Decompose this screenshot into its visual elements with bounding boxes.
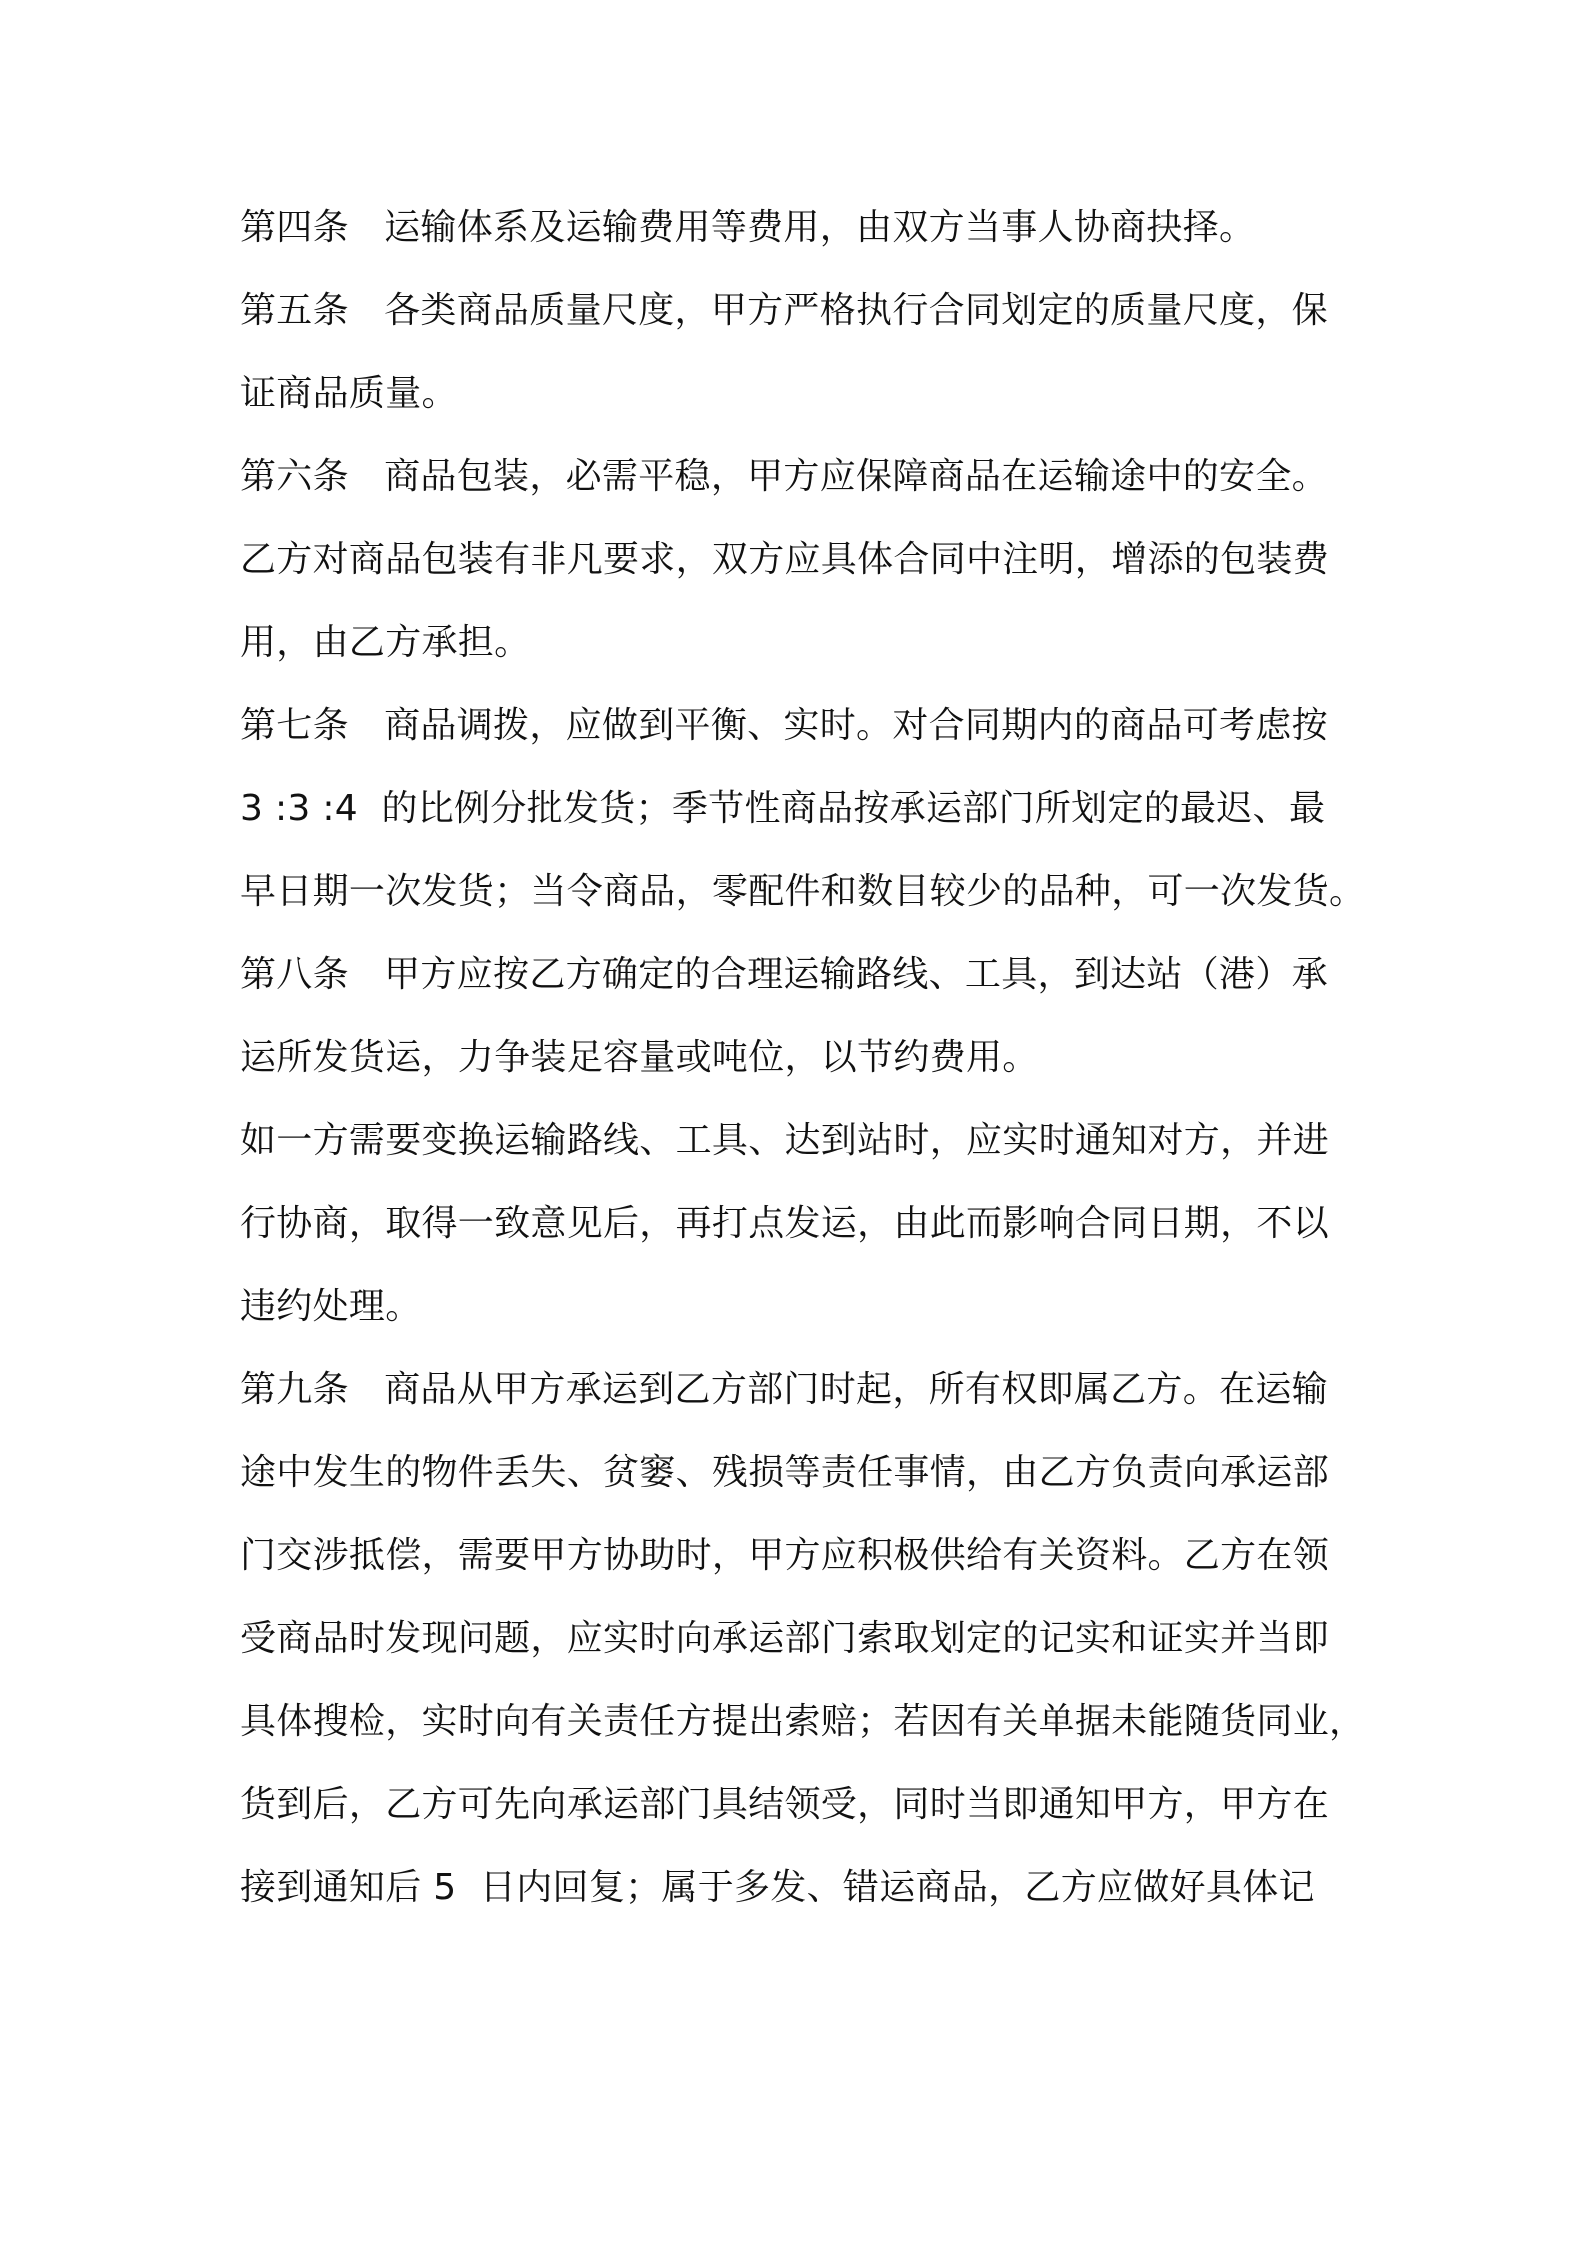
text-line: 行协商，取得一致意见后，再打点发运，由此而影响合同日期，不以 (240, 1203, 1330, 1244)
text-line: 第四条 运输体系及运输费用等费用，由双方当事人协商抉择。 (240, 207, 1256, 248)
text-line: 接到通知后 5 日内回复；属于多发、错运商品，乙方应做好具体记 (240, 1867, 1315, 1908)
text-line: 运所发货运，力争装足容量或吨位，以节约费用。 (240, 1037, 1039, 1078)
text-line: 门交涉抵偿，需要甲方协助时，甲方应积极供给有关资料。乙方在领 (240, 1535, 1330, 1576)
text-line: 3 :3 :4 的比例分批发货；季节性商品按承运部门所划定的最迟、最 (240, 788, 1326, 829)
text-line: 证商品质量。 (240, 373, 458, 414)
text-line: 如一方需要变换运输路线、工具、达到站时，应实时通知对方，并进 (240, 1120, 1330, 1161)
text-line: 乙方对商品包装有非凡要求，双方应具体合同中注明，增添的包装费 (240, 539, 1330, 580)
text-line: 具体搜检，实时向有关责任方提出索赔；若因有关单据未能随货同业， (240, 1701, 1366, 1742)
text-line: 第七条 商品调拨，应做到平衡、实时。对合同期内的商品可考虑按 (240, 705, 1328, 746)
text-line: 第六条 商品包装，必需平稳，甲方应保障商品在运输途中的安全。 (240, 456, 1328, 497)
text-line: 第八条 甲方应按乙方确定的合理运输路线、工具，到达站（港）承 (240, 954, 1328, 995)
text-line: 违约处理。 (240, 1286, 422, 1327)
text-line: 第九条 商品从甲方承运到乙方部门时起，所有权即属乙方。在运输 (240, 1369, 1328, 1410)
text-line: 途中发生的物件丢失、贫窭、残损等责任事情，由乙方负责向承运部 (240, 1452, 1330, 1493)
text-line: 用，由乙方承担。 (240, 622, 531, 663)
text-line: 受商品时发现问题，应实时向承运部门索取划定的记实和证实并当即 (240, 1618, 1330, 1659)
text-line: 货到后，乙方可先向承运部门具结领受，同时当即通知甲方，甲方在 (240, 1784, 1330, 1825)
text-line: 早日期一次发货；当令商品，零配件和数目较少的品种，可一次发货。 (240, 871, 1366, 912)
text-line: 第五条 各类商品质量尺度，甲方严格执行合同划定的质量尺度，保 (240, 290, 1328, 331)
